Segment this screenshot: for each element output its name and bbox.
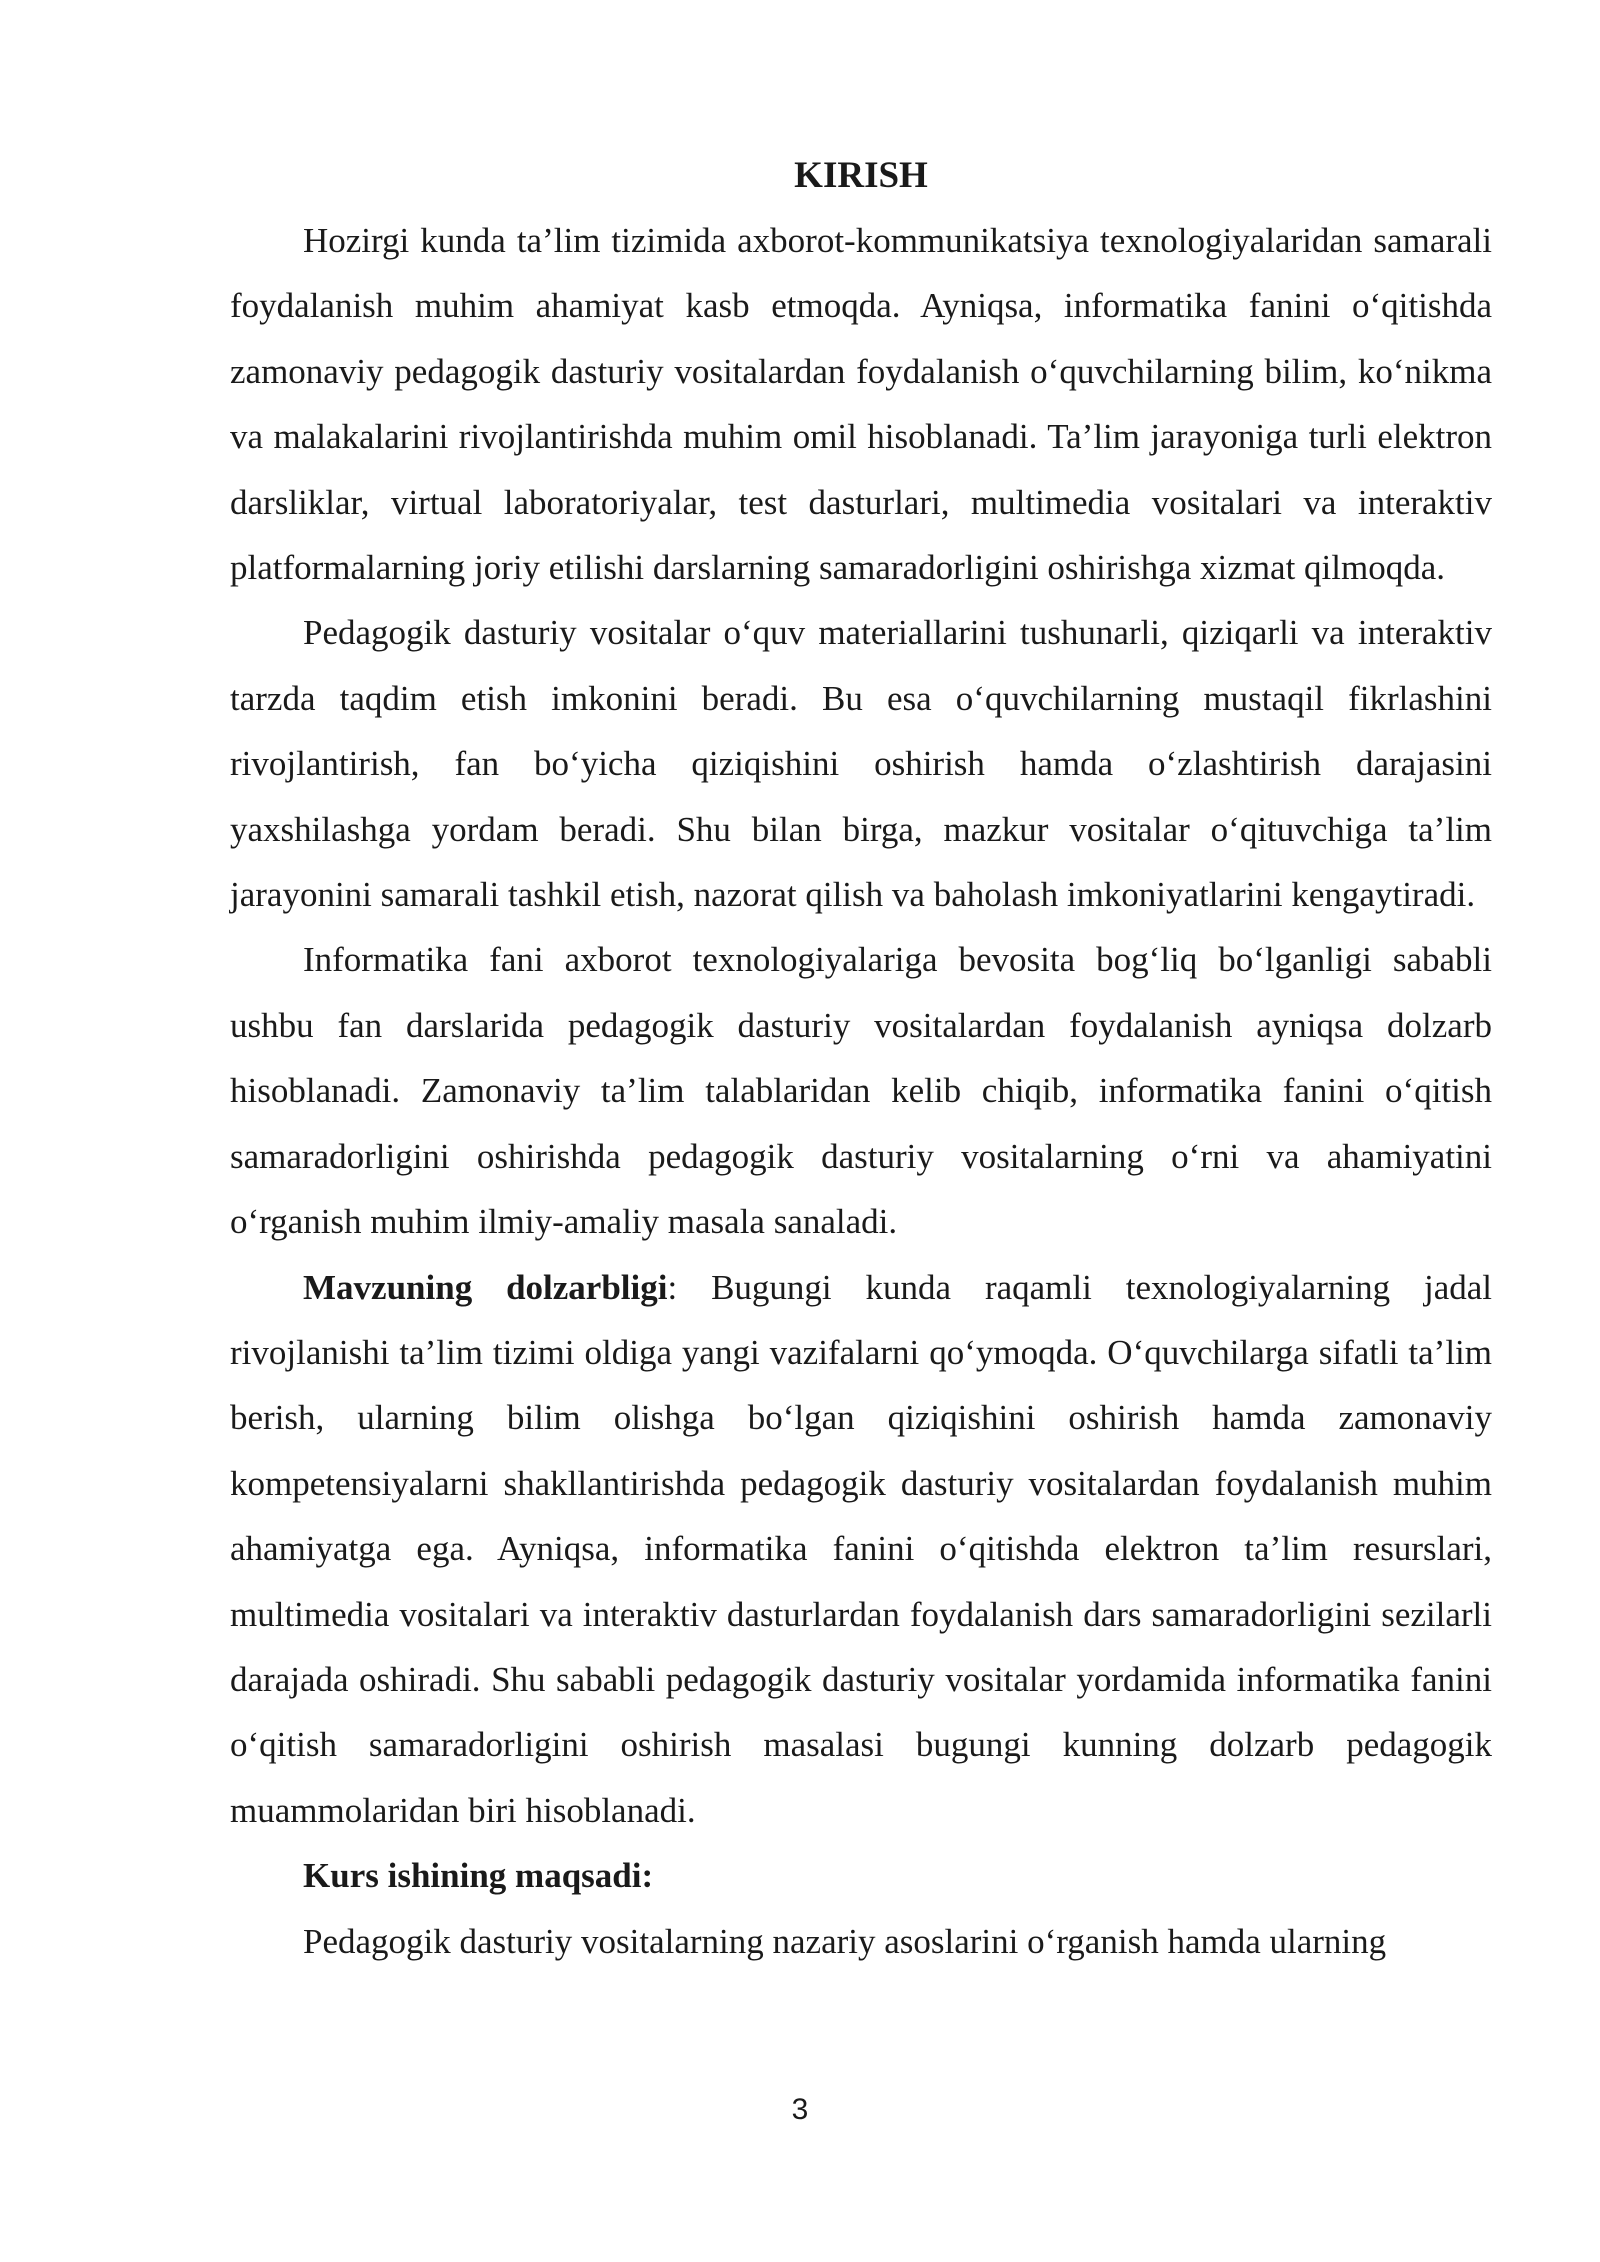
section-title: KIRISH	[794, 155, 928, 196]
relevance-colon: :	[667, 1267, 678, 1307]
goal-paragraph: Pedagogik dasturiy vositalarning nazariy asoslarini o‘rganish hamda ularning	[303, 1921, 1387, 1961]
intro-paragraph-2: Pedagogik dasturiy vositalar o‘quv materiallarini tushunarli, qiziqarli va interaktiv tarzda taqdim etish imkonini beradi. Bu esa o‘quvchilarning mustaqil fikrlashini rivojlantirish, fan bo‘yicha qiziqishini oshirish hamda o‘zlashtirish darajasini yaxshilashga yordam beradi. Shu bilan birga, mazkur vositalar o‘qituvchiga ta’lim jarayonini samarali tashkil etish, nazorat qilish va baholash imkoniyatlarini kengaytiradi.	[230, 613, 1492, 915]
page-number: 3	[791, 2093, 809, 2126]
relevance-heading: Mavzuning dolzarbligi	[303, 1267, 668, 1307]
relevance-paragraph	[230, 1255, 1492, 1844]
goal-heading: Kurs ishining maqsadi:	[303, 1856, 654, 1896]
intro-paragraph-3: Informatika fani axborot texnologiyalariga bevosita bog‘liq bo‘lganligi sababli ushbu fan darslarida pedagogik dasturiy vositalardan foydalanish ayniqsa dolzarb hisoblanadi. Zamonaviy ta’lim talablaridan kelib chiqib, informatika fanini o‘qitish samaradorligini oshirishda pedagogik dasturiy vositalarning o‘rni va ahamiyatini o‘rganish muhim ilmiy-amaliy masala sanaladi.	[230, 940, 1492, 1242]
document-body	[230, 147, 1492, 1974]
relevance-text: Bugungi kunda raqamli texnologiyalarning jadal rivojlanishi ta’lim tizimi oldiga yangi vazifalarni qo‘ymoqda. O‘quvchilarga sifatli ta’lim berish, ularning bilim olishga bo‘lgan qiziqishini oshirish hamda zamonaviy kompetensiyalarni shakllantirishda pedagogik dasturiy vositalardan foydalanish muhim ahamiyatga ega. Ayniqsa, informatika fanini o‘qitishda elektron ta’lim resurslari, multimedia vositalari va interaktiv dasturlardan foydalanish dars samaradorligini sezilarli darajada oshiradi. Shu sababli pedagogik dasturiy vositalar yordamida informatika fanini o‘qitish samaradorligini oshirish masalasi bugungi kunning dolzarb pedagogik muammolaridan biri hisoblanadi.	[230, 1267, 1492, 1830]
intro-paragraph-1: Hozirgi kunda ta’lim tizimida axborot-kommunikatsiya texnologiyalaridan samarali foydalanish muhim ahamiyat kasb etmoqda. Ayniqsa, informatika fanini o‘qitishda zamonaviy pedagogik dasturiy vositalardan foydalanish o‘quvchilarning bilim, ko‘nikma va malakalarini rivojlantirishda muhim omil hisoblanadi. Ta’lim jarayoniga turli elektron darsliklar, virtual laboratoriyalar, test dasturlari, multimedia vositalari va interaktiv platformalarning joriy etilishi darslarning samaradorligini oshirishga xizmat qilmoqda.	[230, 221, 1492, 588]
